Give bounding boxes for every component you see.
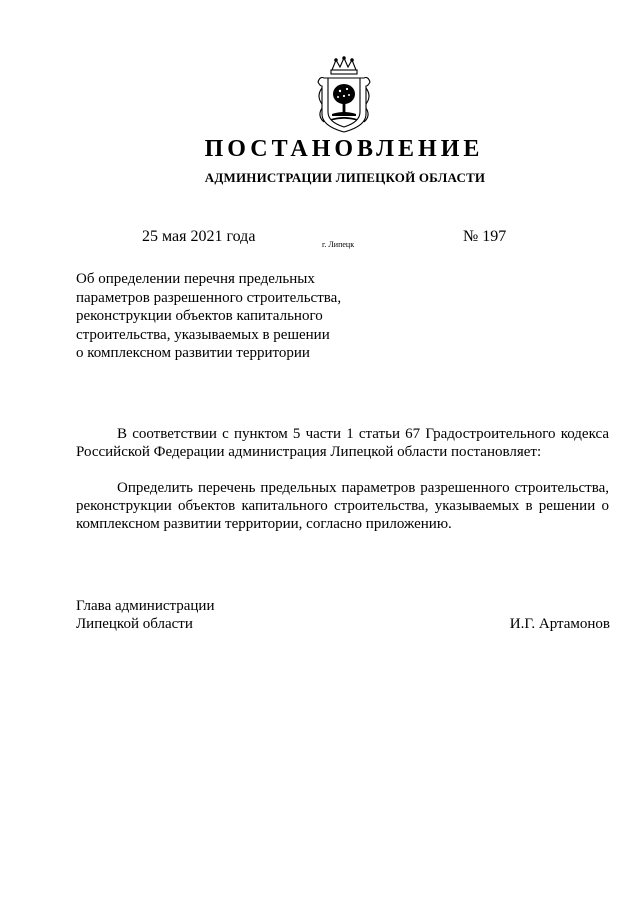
- signer-position-line: Глава администрации: [76, 598, 215, 614]
- paragraph-text: Определить перечень предельных параметров разрешенного строительства, реконструкции объектов капитального строительства, указываемых в решении о комплексном развитии территории, согласно приложению.: [76, 480, 609, 532]
- document-place: г. Липецк: [322, 240, 355, 249]
- document-subject: [76, 270, 376, 363]
- document-date: 25 мая 2021 года: [142, 228, 256, 245]
- subject-line: реконструкции объектов капитального: [76, 308, 323, 324]
- signer-name: И.Г. Артамонов: [509, 616, 610, 632]
- subject-line: строительства, указываемых в решении: [76, 326, 330, 343]
- subject-line: параметров разрешенного строительства,: [76, 289, 342, 306]
- signer-position: [76, 597, 214, 633]
- subject-line: о комплексном развитии территории: [76, 345, 310, 361]
- document-number: № 197: [463, 228, 507, 245]
- paragraph-text: В соответствии с пунктом 5 части 1 статьи 67 Градостроительного кодекса Российской Федерации администрация Липецкой области постановляет:: [76, 426, 609, 460]
- lipetsk-coat-of-arms-icon: [314, 56, 374, 134]
- body-paragraph-resolution: [76, 479, 609, 533]
- subject-line: Об определении перечня предельных: [76, 271, 315, 287]
- document-title: ПОСТАНОВЛЕНИЕ: [204, 136, 484, 162]
- document-subtitle: АДМИНИСТРАЦИИ ЛИПЕЦКОЙ ОБЛАСТИ: [204, 170, 486, 185]
- signer-position-line: Липецкой области: [76, 616, 193, 632]
- body-paragraph-legal-basis: [76, 425, 609, 461]
